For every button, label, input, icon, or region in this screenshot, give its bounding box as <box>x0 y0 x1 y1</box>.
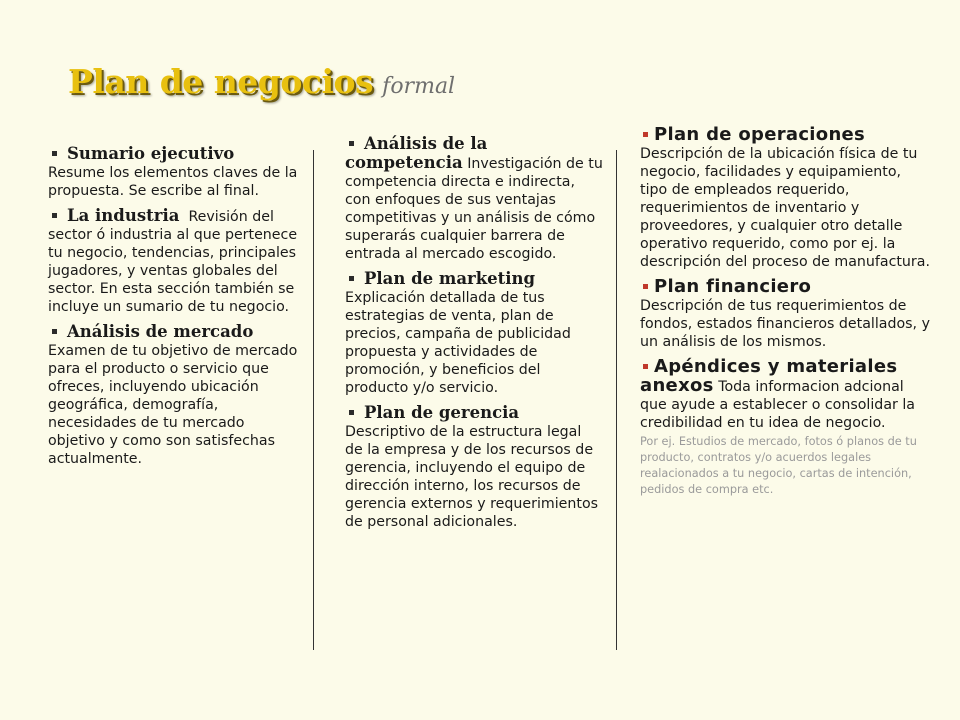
item-text: Investigación de tu competencia directa e indirecta, con enfoques de sus ventajas competitivas y un análisis de cómo superarás cualquier barrera de entrada al mercado escogido. <box>345 156 603 262</box>
list-item <box>345 404 603 531</box>
bullet-icon <box>52 151 57 156</box>
right-column <box>640 126 930 498</box>
bullet-icon <box>643 132 648 137</box>
column-divider <box>616 150 617 650</box>
item-heading: Análisis de la competencia <box>345 134 488 172</box>
bullet-icon <box>52 329 57 334</box>
item-text: Explicación detallada de tus estrategias de venta, plan de precios, campaña de publicidad propuesta y actividades de promoción, y beneficios del producto y/o servicio. <box>345 290 571 396</box>
list-item <box>48 145 298 200</box>
title-main: Plan de negocios <box>68 62 374 101</box>
bullet-icon <box>52 213 57 218</box>
bullet-icon <box>643 284 648 289</box>
list-item <box>48 207 298 316</box>
footnote: Por ej. Estudios de mercado, fotos ó planos de tu producto, contratos y/o acuerdos legales realacionados a tu negocio, cartas de intención, pedidos de compra etc. <box>640 435 917 496</box>
list-item <box>345 270 603 397</box>
title-subtitle: formal <box>382 74 456 99</box>
item-text: Descripción de la ubicación física de tu negocio, facilidades y equipamiento, tipo de empleados requerido, requerimientos de inventario y proveedores, y cualquier otro detalle operativo requerido, como por ej. la descripción del proceso de manufactura. <box>640 146 930 270</box>
item-heading: Plan de gerencia <box>364 403 520 422</box>
column-divider <box>313 150 314 650</box>
slide-title <box>68 62 455 101</box>
list-item <box>640 278 930 351</box>
list-item <box>345 135 603 263</box>
bullet-icon <box>349 410 354 415</box>
item-text: Descripción de tus requerimientos de fondos, estados financieros detallados, y un análisis de los mismos. <box>640 298 930 350</box>
item-text: Examen de tu objetivo de mercado para el producto o servicio que ofreces, incluyendo ubicación geográfica, demografía, necesidades de tu mercado objetivo y como son satisfechas actualmente. <box>48 343 298 467</box>
item-heading: Apéndices y materiales anexos <box>640 356 898 396</box>
left-column <box>48 145 298 475</box>
item-heading: Análisis de mercado <box>67 322 254 341</box>
bullet-icon <box>643 364 648 369</box>
bullet-icon <box>349 276 354 281</box>
bullet-icon <box>349 141 354 146</box>
item-heading: Sumario ejecutivo <box>67 144 235 163</box>
item-text: Descriptivo de la estructura legal de la empresa y de los recursos de gerencia, incluyendo el equipo de dirección interno, los recursos de gerencia externos y requerimientos de personal adicionales. <box>345 424 599 530</box>
list-item <box>48 323 298 468</box>
item-text: Resume los elementos claves de la propuesta. Se escribe al final. <box>48 165 298 199</box>
item-heading: Plan financiero <box>654 276 812 297</box>
list-item <box>640 358 930 432</box>
item-heading: Plan de marketing <box>364 269 536 288</box>
item-text: Toda informacion adcional que ayude a establecer o consolidar la credibilidad en tu idea de negocio. <box>640 379 915 431</box>
middle-column <box>345 135 603 538</box>
item-heading: La industria <box>67 206 180 225</box>
item-heading: Plan de operaciones <box>654 124 866 145</box>
list-item <box>640 126 930 271</box>
item-text: Revisión del sector ó industria al que pertenece tu negocio, tendencias, principales jugadores, y ventas globales del sector. En esta sección también se incluye un sumario de tu negocio. <box>48 209 298 315</box>
